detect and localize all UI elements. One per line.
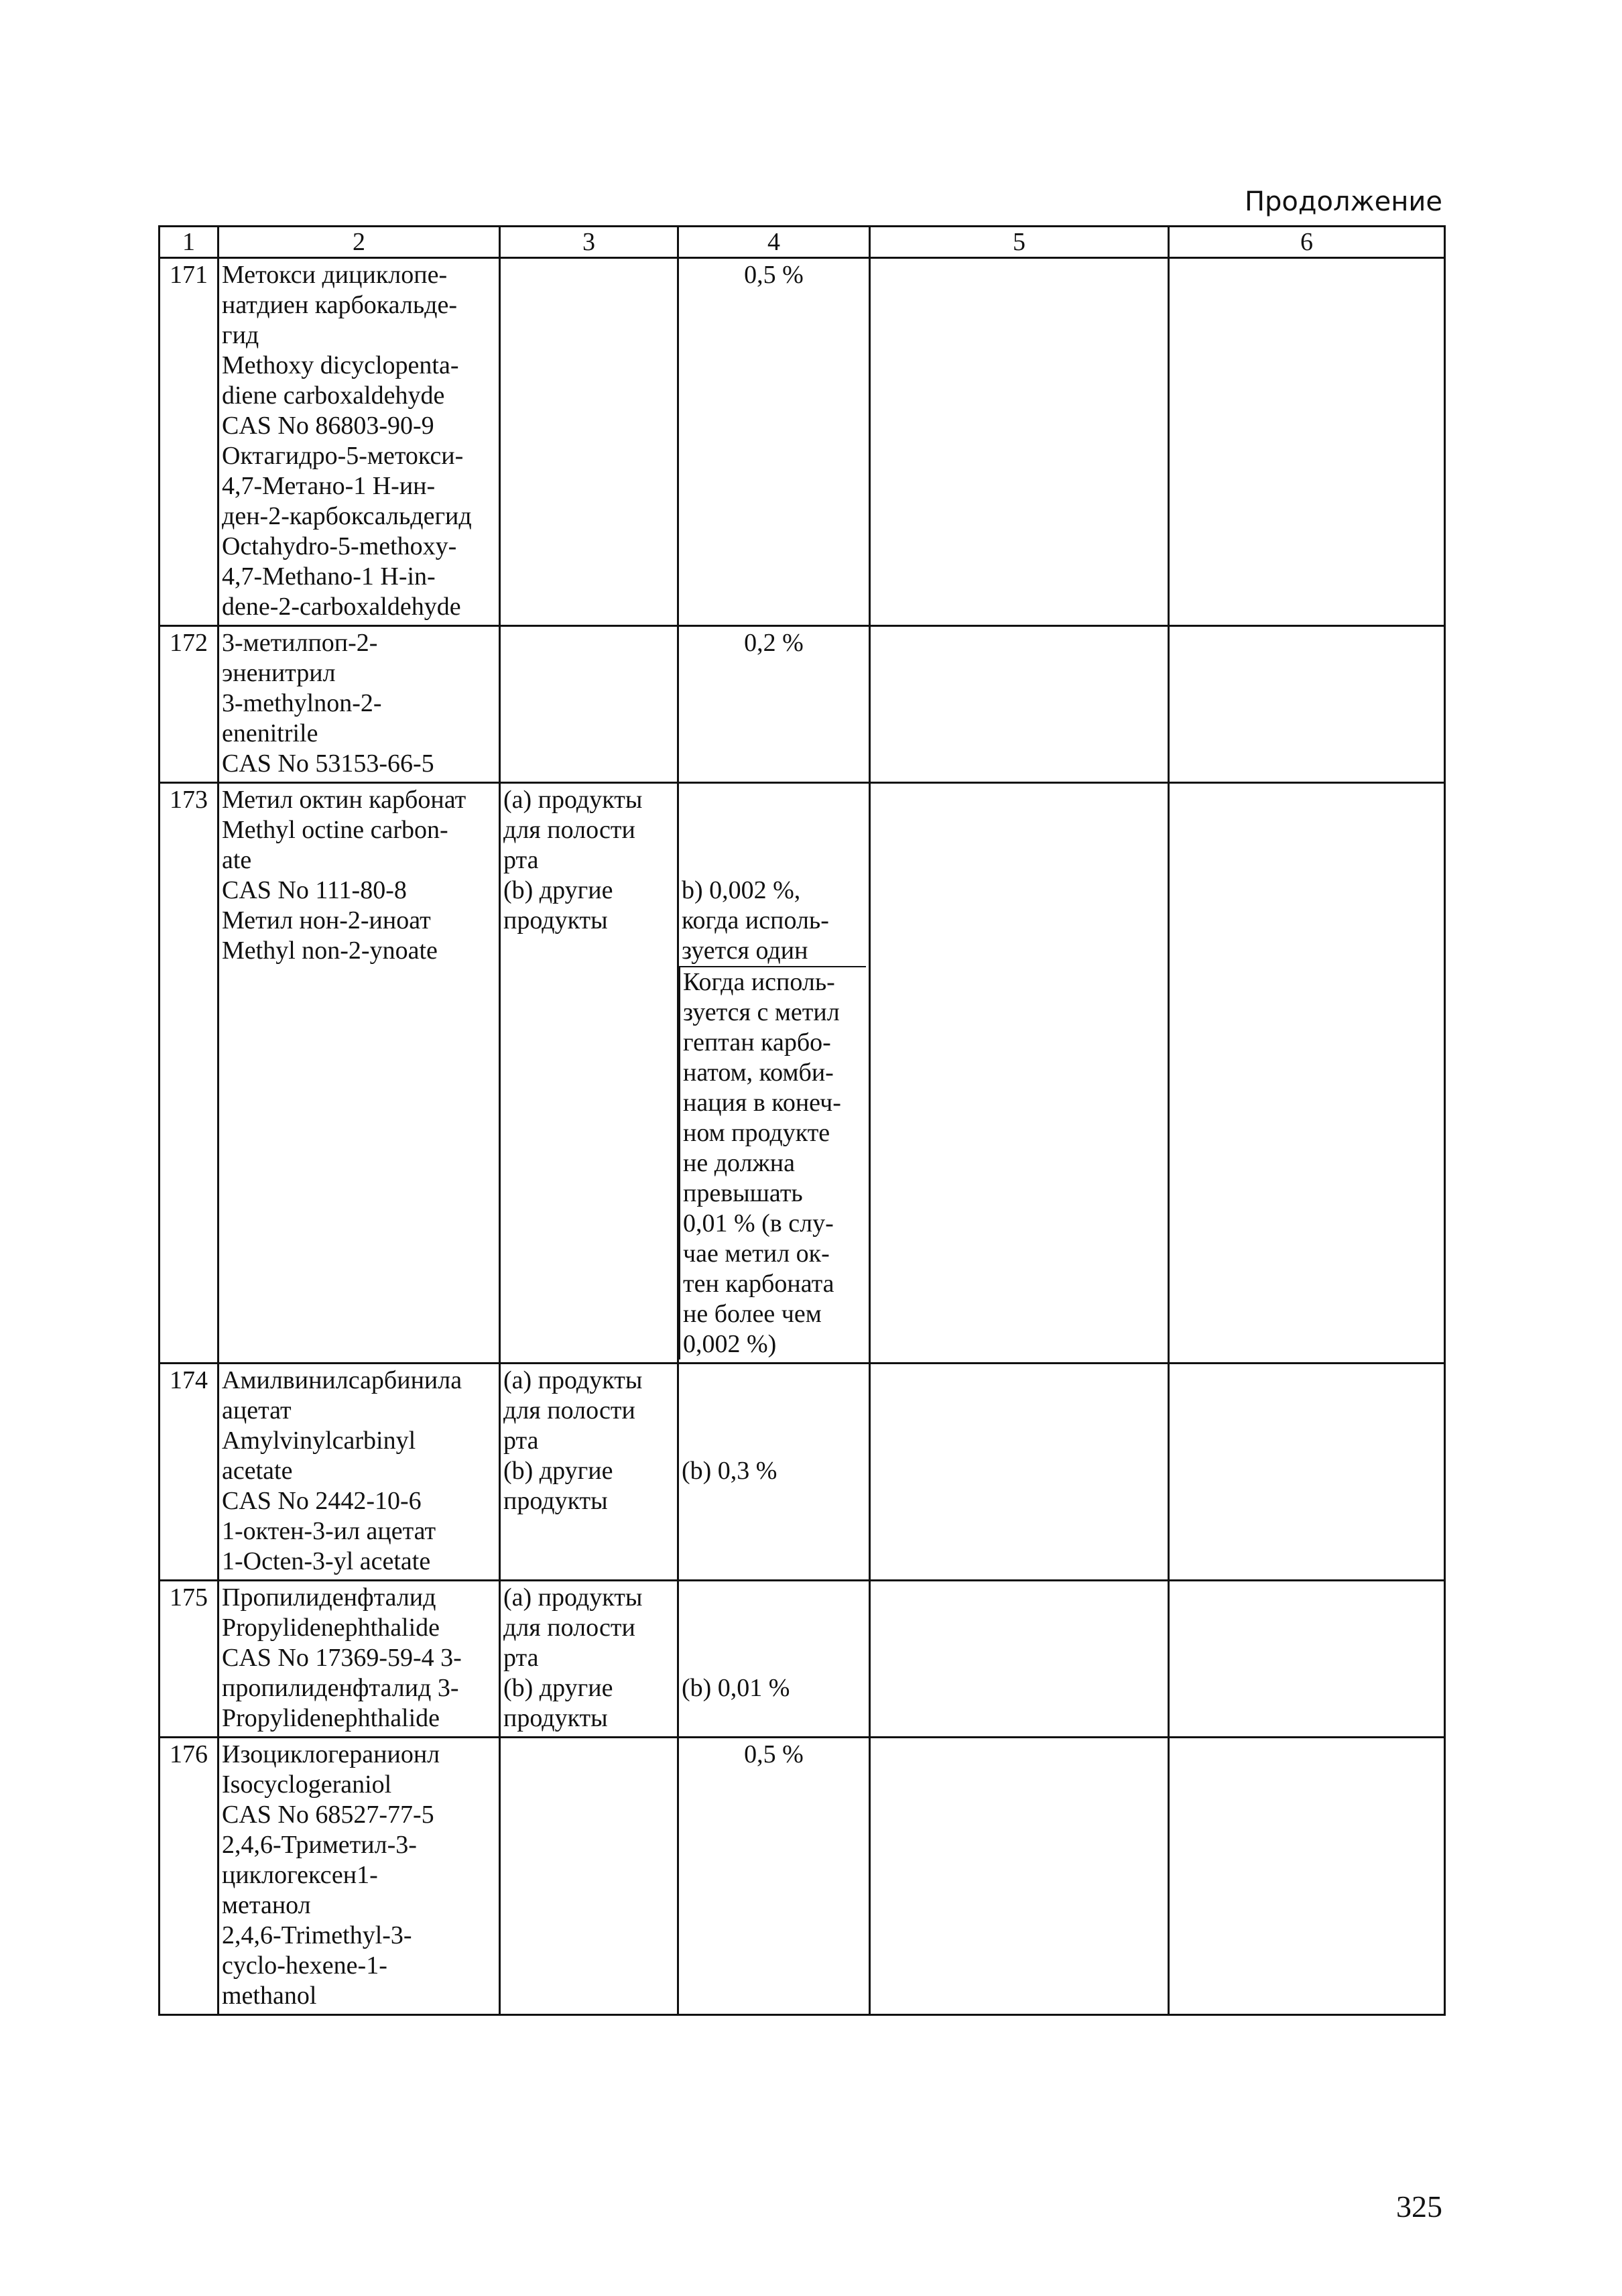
name-line: Propylidenephthalide: [222, 1614, 440, 1642]
column-header-4: 4: [678, 227, 870, 258]
name-line: 4,7-Метано-1 Н-ин-: [222, 472, 436, 500]
column-5-cell: [870, 783, 1169, 1364]
name-line: циклогексен1-: [222, 1861, 378, 1889]
name-line: 3-метилпоп-2-: [222, 629, 378, 657]
column-5-cell: [870, 1738, 1169, 2015]
limit-note-line: чае метил ок-: [683, 1240, 830, 1268]
product-line: продукты: [503, 1704, 608, 1732]
limit-value: 0,5 %: [744, 261, 804, 289]
substance-name-cell: [219, 258, 500, 626]
table-header-row: [160, 227, 1445, 258]
name-line: Amylvinylcarbinyl: [222, 1427, 416, 1455]
name-line: enenitrile: [222, 719, 318, 747]
product-line: рта: [503, 1644, 539, 1672]
product-line: (а) продукты: [503, 1583, 643, 1612]
table-row: [160, 1364, 1445, 1581]
limit-line: когда исполь-: [682, 906, 829, 934]
limit-note-line: ном продукте: [683, 1119, 830, 1147]
product-line: продукты: [503, 906, 608, 934]
product-line: рта: [503, 1427, 539, 1455]
name-line: 2,4,6-Trimethyl-3-: [222, 1921, 412, 1949]
product-type-cell: [500, 1364, 678, 1581]
limit-value: 0,2 %: [744, 629, 804, 657]
column-5-cell: [870, 258, 1169, 626]
row-number: 176: [160, 1738, 219, 2015]
limit-note: [679, 966, 866, 1360]
limit-cell: [678, 626, 870, 783]
name-line: Octahydro-5-methoxy-: [222, 532, 457, 560]
limit-note-line: натом, комби-: [683, 1059, 834, 1087]
substance-name-cell: [219, 1581, 500, 1738]
limit-spacer: [682, 1366, 866, 1396]
product-line: для полости: [503, 1396, 635, 1425]
product-type-cell: [500, 1738, 678, 2015]
table-row: [160, 258, 1445, 626]
product-line: (а) продукты: [503, 786, 643, 814]
name-line: CAS No 86803-90-9: [222, 412, 434, 440]
table-row: [160, 783, 1445, 1364]
name-line: acetate: [222, 1457, 293, 1485]
name-line: метанол: [222, 1891, 311, 1919]
limit-cell: [678, 783, 870, 1364]
limit-cell: [678, 1581, 870, 1738]
column-5-cell: [870, 1581, 1169, 1738]
limit-spacer: [682, 785, 866, 815]
column-5-cell: [870, 1364, 1169, 1581]
product-line: (b) другие: [503, 876, 613, 904]
limit-note-line: 0,002 %): [683, 1330, 777, 1358]
name-line: Амилвинилсарбинила: [222, 1366, 462, 1394]
column-6-cell: [1169, 1738, 1445, 2015]
name-line: Isocyclogeraniol: [222, 1770, 392, 1799]
column-5-cell: [870, 626, 1169, 783]
name-line: Methyl octine carbon-: [222, 816, 448, 844]
name-line: пропилиденфталид 3-: [222, 1674, 459, 1702]
limit-spacer: [682, 1583, 866, 1613]
limit-cell: [678, 1738, 870, 2015]
name-line: Пропилиденфталид: [222, 1583, 436, 1612]
limit-note-line: тен карбоната: [683, 1270, 834, 1298]
column-6-cell: [1169, 1364, 1445, 1581]
name-line: Methyl non-2-ynoate: [222, 936, 438, 965]
limit-spacer: [682, 815, 866, 845]
product-type-cell: [500, 783, 678, 1364]
limit-note-line: не более чем: [683, 1300, 822, 1328]
column-header-1: 1: [160, 227, 219, 258]
name-line: Метокси дициклопе-: [222, 261, 448, 289]
name-line: ate: [222, 846, 252, 874]
page-number: 325: [1396, 2189, 1442, 2224]
limit-note-line: гептан карбо-: [683, 1028, 831, 1056]
name-line: натдиен карбокальде-: [222, 291, 458, 319]
limit-spacer: [682, 1643, 866, 1673]
product-line: (а) продукты: [503, 1366, 643, 1394]
name-line: 1-октен-3-ил ацетат: [222, 1517, 436, 1545]
name-line: Изоциклогераниoнл: [222, 1740, 440, 1768]
product-line: рта: [503, 846, 539, 874]
name-line: methanol: [222, 1982, 317, 2010]
column-header-3: 3: [500, 227, 678, 258]
limit-spacer: [682, 1426, 866, 1456]
substance-name-cell: [219, 1364, 500, 1581]
name-line: Октагидро-5-метокси-: [222, 442, 464, 470]
limit-note-line: нация в конеч-: [683, 1089, 841, 1117]
name-line: 1-Octen-3-yl acetate: [222, 1547, 431, 1575]
row-number: 172: [160, 626, 219, 783]
name-line: Метил октин карбонат: [222, 786, 466, 814]
substance-name-cell: [219, 783, 500, 1364]
row-number: 173: [160, 783, 219, 1364]
name-line: cyclo-hexene-1-: [222, 1951, 387, 1980]
row-number: 175: [160, 1581, 219, 1738]
table-row: [160, 1738, 1445, 2015]
name-line: ацетат: [222, 1396, 292, 1425]
product-type-cell: [500, 258, 678, 626]
table-row: [160, 626, 1445, 783]
product-line: (b) другие: [503, 1674, 613, 1702]
continuation-label: Продолжение: [1244, 186, 1442, 217]
product-line: для полости: [503, 816, 635, 844]
limit-line: зуется один: [682, 936, 808, 965]
column-header-6: 6: [1169, 227, 1445, 258]
row-number: 171: [160, 258, 219, 626]
name-line: 4,7-Methano-1 H-in-: [222, 562, 436, 591]
column-header-2: 2: [219, 227, 500, 258]
limit-note-line: зуется с метил: [683, 998, 840, 1026]
limit-note-line: не должна: [683, 1149, 795, 1177]
limit-value: 0,5 %: [744, 1740, 804, 1768]
name-line: 3-methylnon-2-: [222, 689, 382, 717]
column-6-cell: [1169, 1581, 1445, 1738]
name-line: CAS No 53153-66-5: [222, 749, 434, 778]
limit-value: (b) 0,3 %: [682, 1457, 777, 1485]
name-line: Propylidenephthalide: [222, 1704, 440, 1732]
limit-value: (b) 0,01 %: [682, 1674, 790, 1702]
column-6-cell: [1169, 626, 1445, 783]
limit-spacer: [682, 1613, 866, 1643]
limit-line: b) 0,002 %,: [682, 876, 801, 904]
column-6-cell: [1169, 783, 1445, 1364]
name-line: diene carboxaldehyde: [222, 381, 445, 410]
ingredients-table: [158, 225, 1446, 2016]
product-line: продукты: [503, 1487, 608, 1515]
name-line: ден-2-карбоксальдегид: [222, 502, 472, 530]
limit-spacer: [682, 845, 866, 875]
name-line: dene-2-carboxaldehyde: [222, 593, 461, 621]
limit-note-line: Когда исполь-: [683, 968, 835, 996]
substance-name-cell: [219, 626, 500, 783]
name-line: 2,4,6-Триметил-3-: [222, 1831, 417, 1859]
product-line: для полости: [503, 1614, 635, 1642]
name-line: эненитрил: [222, 659, 336, 687]
limit-note-line: превышать: [683, 1179, 803, 1207]
product-type-cell: [500, 626, 678, 783]
name-line: CAS No 68527-77-5: [222, 1801, 434, 1829]
column-6-cell: [1169, 258, 1445, 626]
name-line: CAS No 111-80-8: [222, 876, 407, 904]
name-line: CAS No 17369-59-4 3-: [222, 1644, 462, 1672]
name-line: Метил нон-2-иноат: [222, 906, 431, 934]
limit-spacer: [682, 1396, 866, 1426]
row-number: 174: [160, 1364, 219, 1581]
name-line: CAS No 2442-10-6: [222, 1487, 422, 1515]
product-type-cell: [500, 1581, 678, 1738]
product-line: (b) другие: [503, 1457, 613, 1485]
name-line: гид: [222, 321, 259, 349]
table-row: [160, 1581, 1445, 1738]
substance-name-cell: [219, 1738, 500, 2015]
limit-cell: [678, 1364, 870, 1581]
name-line: Methoxy dicyclopenta-: [222, 351, 459, 379]
limit-note-line: 0,01 % (в слу-: [683, 1209, 834, 1237]
limit-cell: [678, 258, 870, 626]
column-header-5: 5: [870, 227, 1169, 258]
